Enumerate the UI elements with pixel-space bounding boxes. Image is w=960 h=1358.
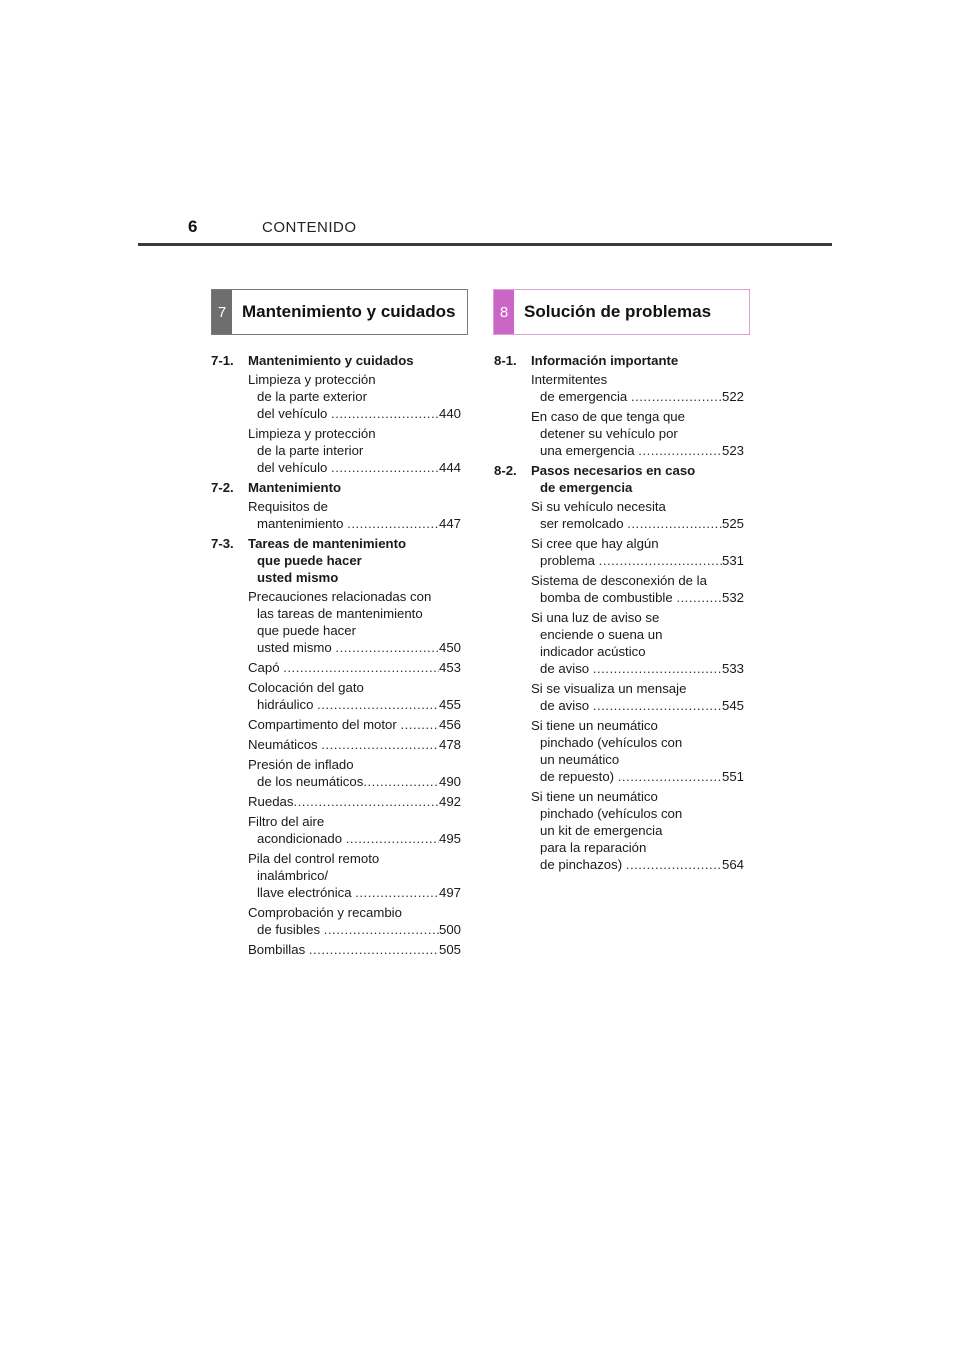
toc-entry[interactable] xyxy=(248,679,461,713)
entry-text-line: Requisitos de xyxy=(248,499,328,514)
entry-last-line xyxy=(248,716,461,733)
entry-last-line xyxy=(248,639,461,656)
entry-text-line: de los neumáticos xyxy=(257,774,364,789)
page-reference[interactable]: 456 xyxy=(438,717,461,732)
section-title-line: Información importante xyxy=(531,353,679,368)
entry-text-line: las tareas de mantenimiento xyxy=(257,606,423,621)
entry-last-line xyxy=(531,660,744,677)
entry-text-line: de repuesto) xyxy=(540,769,618,784)
section-number: 7-2. xyxy=(211,480,234,495)
section-title-line: que puede hacer xyxy=(257,553,362,568)
entry-last-line xyxy=(248,405,461,422)
entry-text-line: de emergencia xyxy=(540,389,631,404)
entry-last-line xyxy=(531,856,744,873)
dot-leader xyxy=(324,921,439,938)
entry-text-line: pinchado (vehículos con xyxy=(540,806,683,821)
entry-text-line: Compartimento del motor xyxy=(248,717,401,732)
chapter-number: 8 xyxy=(494,290,514,334)
entry-text-line: Ruedas xyxy=(248,794,294,809)
section-title xyxy=(531,352,744,369)
entry-text-line: Limpieza y protección xyxy=(248,372,376,387)
page-reference[interactable]: 455 xyxy=(438,697,461,712)
toc-entry[interactable] xyxy=(248,793,461,810)
dot-leader xyxy=(627,515,722,532)
entry-text-line: Sistema de desconexión de la xyxy=(531,573,707,588)
toc-entry[interactable] xyxy=(248,813,461,847)
entry-text-line: un neumático xyxy=(540,752,620,767)
toc-entry[interactable] xyxy=(531,572,744,606)
page-reference[interactable]: 545 xyxy=(721,698,744,713)
section-number: 7-3. xyxy=(211,536,234,551)
entry-text-line: llave electrónica xyxy=(257,885,356,900)
dot-leader xyxy=(293,793,439,810)
section-heading xyxy=(211,352,461,369)
entry-last-line xyxy=(248,884,461,901)
entry-text-line: para la reparación xyxy=(540,840,647,855)
section-title-line: Mantenimiento y cuidados xyxy=(248,353,414,368)
toc-entry[interactable] xyxy=(248,659,461,676)
page-reference[interactable]: 492 xyxy=(438,794,461,809)
header-divider xyxy=(138,243,832,246)
entry-text-line: de la parte interior xyxy=(257,443,364,458)
entry-text-line: de pinchazos) xyxy=(540,857,626,872)
section-title-line: Pasos necesarios en caso xyxy=(531,463,696,478)
entry-text-line: del vehículo xyxy=(257,406,332,421)
toc-entry[interactable] xyxy=(248,904,461,938)
section-heading xyxy=(494,352,744,369)
chapter-tab-7[interactable] xyxy=(211,289,468,335)
toc-section xyxy=(494,462,744,873)
chapter-title: Mantenimiento y cuidados xyxy=(242,302,456,321)
section-number: 7-1. xyxy=(211,353,234,368)
entry-last-line xyxy=(248,736,461,753)
entry-text-line: Neumáticos xyxy=(248,737,322,752)
entry-last-line xyxy=(248,830,461,847)
entry-text-line: de aviso xyxy=(540,698,593,713)
entry-text-line: bomba de combustible xyxy=(540,590,677,605)
section-title-line: Tareas de mantenimiento xyxy=(248,536,407,551)
toc-section xyxy=(211,479,461,532)
toc-entry[interactable] xyxy=(248,736,461,753)
page-reference[interactable]: 532 xyxy=(721,590,744,605)
page-reference[interactable]: 531 xyxy=(721,553,744,568)
toc-entry[interactable] xyxy=(248,498,461,532)
toc-column-chapter-7 xyxy=(211,352,461,961)
entry-last-line xyxy=(531,515,744,532)
entry-text-line: indicador acústico xyxy=(540,644,646,659)
dot-leader xyxy=(355,884,439,901)
dot-leader xyxy=(346,830,439,847)
entry-text-line: Limpieza y protección xyxy=(248,426,376,441)
section-title-line: de emergencia xyxy=(540,480,633,495)
page-reference[interactable]: 551 xyxy=(721,769,744,784)
toc-entry[interactable] xyxy=(248,588,461,656)
dot-leader xyxy=(618,768,722,785)
entry-last-line xyxy=(248,659,461,676)
section-number: 8-1. xyxy=(494,353,517,368)
toc-entry[interactable] xyxy=(248,941,461,958)
toc-entry[interactable] xyxy=(531,498,744,532)
section-heading xyxy=(494,462,744,496)
entry-text-line: hidráulico xyxy=(257,697,318,712)
toc-entry[interactable] xyxy=(531,609,744,677)
dot-leader xyxy=(593,660,722,677)
entry-last-line xyxy=(531,697,744,714)
entry-last-line xyxy=(531,768,744,785)
page-reference[interactable]: 522 xyxy=(721,389,744,404)
entry-text-line: detener su vehículo por xyxy=(540,426,678,441)
dot-leader xyxy=(400,716,439,733)
section-title xyxy=(248,535,461,586)
dot-leader xyxy=(593,697,722,714)
page-reference[interactable]: 495 xyxy=(438,831,461,846)
entry-text-line: Colocación del gato xyxy=(248,680,364,695)
section-title xyxy=(248,352,461,369)
page-reference[interactable]: 523 xyxy=(721,443,744,458)
toc-entry[interactable] xyxy=(248,756,461,790)
entry-text-line: Filtro del aire xyxy=(248,814,325,829)
dot-leader xyxy=(331,459,439,476)
section-number: 8-2. xyxy=(494,463,517,478)
section-title-line: usted mismo xyxy=(257,570,339,585)
entry-text-line: Si su vehículo necesita xyxy=(531,499,666,514)
section-heading xyxy=(211,535,461,586)
toc-entry[interactable] xyxy=(531,535,744,569)
entry-text-line: inalámbrico/ xyxy=(257,868,329,883)
entry-text-line: de la parte exterior xyxy=(257,389,367,404)
entry-text-line: Precauciones relacionadas con xyxy=(248,589,432,604)
page-reference[interactable]: 497 xyxy=(438,885,461,900)
page-reference[interactable]: 440 xyxy=(438,406,461,421)
toc-entry[interactable] xyxy=(531,680,744,714)
dot-leader xyxy=(363,773,439,790)
toc-entry[interactable] xyxy=(248,371,461,422)
entry-text-line: del vehículo xyxy=(257,460,332,475)
entry-last-line xyxy=(248,941,461,958)
entry-text-line: de fusibles xyxy=(257,922,324,937)
toc-column-chapter-8 xyxy=(494,352,744,876)
entry-text-line: En caso de que tenga que xyxy=(531,409,685,424)
entry-text-line: Intermitentes xyxy=(531,372,608,387)
entry-text-line: Pila del control remoto xyxy=(248,851,380,866)
entry-text-line: Si una luz de aviso se xyxy=(531,610,660,625)
toc-entry[interactable] xyxy=(248,850,461,901)
page-reference[interactable]: 444 xyxy=(438,460,461,475)
chapter-number: 7 xyxy=(212,290,232,334)
toc-entry[interactable] xyxy=(531,717,744,785)
entry-text-line: Comprobación y recambio xyxy=(248,905,402,920)
entry-text-line: usted mismo xyxy=(257,640,336,655)
dot-leader xyxy=(347,515,439,532)
entry-text-line: que puede hacer xyxy=(257,623,356,638)
entry-text-line: enciende o suena un xyxy=(540,627,663,642)
entry-text-line: problema xyxy=(540,553,599,568)
entry-last-line xyxy=(248,793,461,810)
dot-leader xyxy=(626,856,722,873)
toc-entry[interactable] xyxy=(531,788,744,873)
toc-entry[interactable] xyxy=(248,425,461,476)
entry-last-line xyxy=(531,589,744,606)
section-heading xyxy=(211,479,461,496)
page-number: 6 xyxy=(188,217,198,236)
entry-last-line xyxy=(248,773,461,790)
dot-leader xyxy=(283,659,439,676)
toc-section xyxy=(211,535,461,958)
page-reference[interactable]: 505 xyxy=(438,942,461,957)
entry-text-line: mantenimiento xyxy=(257,516,348,531)
dot-leader xyxy=(331,405,439,422)
page-reference[interactable]: 478 xyxy=(438,737,461,752)
toc-section xyxy=(211,352,461,476)
chapter-tab-8[interactable] xyxy=(493,289,750,335)
page-reference[interactable]: 450 xyxy=(438,640,461,655)
entry-text-line: Presión de inflado xyxy=(248,757,354,772)
dot-leader xyxy=(599,552,722,569)
toc-section xyxy=(494,352,744,459)
entry-text-line: Si se visualiza un mensaje xyxy=(531,681,687,696)
dot-leader xyxy=(317,696,439,713)
chapter-title: Solución de problemas xyxy=(524,302,712,321)
page-reference[interactable]: 490 xyxy=(438,774,461,789)
page-reference[interactable]: 533 xyxy=(721,661,744,676)
entry-last-line xyxy=(248,459,461,476)
entry-last-line xyxy=(531,552,744,569)
section-title xyxy=(248,479,461,496)
entry-text-line: acondicionado xyxy=(257,831,346,846)
entry-text-line: Si cree que hay algún xyxy=(531,536,659,551)
entry-text-line: una emergencia xyxy=(540,443,639,458)
entry-text-line: pinchado (vehículos con xyxy=(540,735,683,750)
page-reference[interactable]: 564 xyxy=(721,857,744,872)
page-reference[interactable]: 500 xyxy=(438,922,461,937)
entry-last-line xyxy=(248,921,461,938)
dot-leader xyxy=(631,388,722,405)
dot-leader xyxy=(638,442,722,459)
entry-last-line xyxy=(531,388,744,405)
toc-entry[interactable] xyxy=(531,371,744,405)
entry-last-line xyxy=(248,696,461,713)
page-reference[interactable]: 525 xyxy=(721,516,744,531)
toc-entry[interactable] xyxy=(248,716,461,733)
entry-last-line xyxy=(531,442,744,459)
toc-entry[interactable] xyxy=(531,408,744,459)
entry-text-line: Capó xyxy=(248,660,284,675)
entry-last-line xyxy=(248,515,461,532)
entry-text-line: Bombillas xyxy=(248,942,309,957)
entry-text-line: ser remolcado xyxy=(540,516,628,531)
entry-text-line: un kit de emergencia xyxy=(540,823,663,838)
dot-leader xyxy=(676,589,722,606)
page-reference[interactable]: 453 xyxy=(438,660,461,675)
dot-leader xyxy=(309,941,439,958)
entry-text-line: de aviso xyxy=(540,661,593,676)
dot-leader xyxy=(321,736,439,753)
dot-leader xyxy=(335,639,439,656)
entry-text-line: Si tiene un neumático xyxy=(531,718,658,733)
page-reference[interactable]: 447 xyxy=(438,516,461,531)
running-header: CONTENIDO xyxy=(262,219,357,236)
entry-text-line: Si tiene un neumático xyxy=(531,789,658,804)
section-title xyxy=(531,462,744,496)
section-title-line: Mantenimiento xyxy=(248,480,342,495)
